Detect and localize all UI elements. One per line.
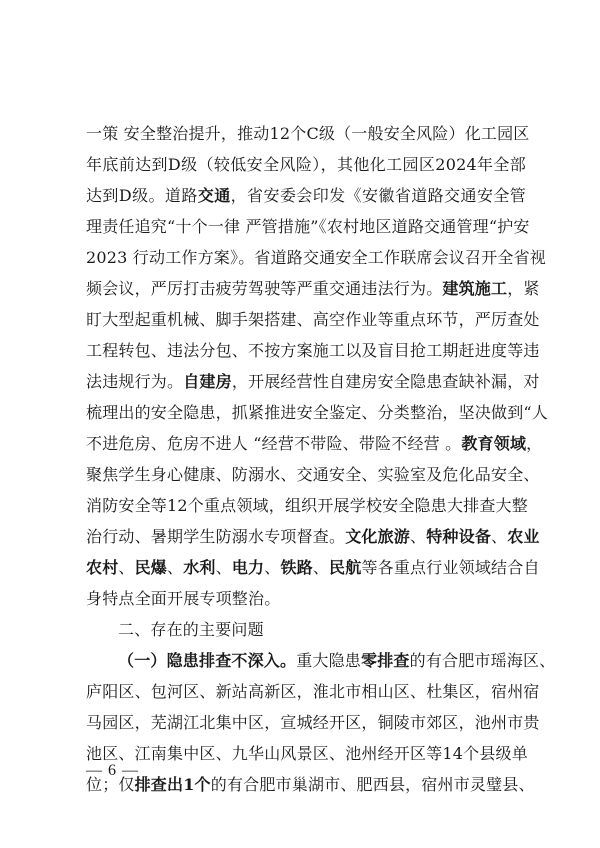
text-line <box>86 645 556 676</box>
text-line <box>86 707 540 738</box>
text-segment: 的有合肥市巢湖市、肥西县，宿州市灵璧县、 <box>210 775 535 794</box>
bold-text-segment: 交通 <box>197 186 231 205</box>
text-line <box>86 273 540 304</box>
bold-text-segment: 民爆 <box>134 558 168 577</box>
page-number: — 6 — <box>86 762 139 779</box>
text-segment: 梳理出的安全隐患，抓紧推进安全鉴定、分类整治，坚决做到“人 <box>86 403 548 422</box>
text-line <box>86 366 540 397</box>
bold-text-segment: 教育领域 <box>461 434 527 453</box>
text-segment: 频会议，严厉打击疲劳驾驶等严重交通违法行为。 <box>86 279 443 298</box>
text-segment: 达到D级。道路 <box>86 186 198 205</box>
bold-text-segment: 特种设备 <box>426 527 492 546</box>
text-segment: 盯大型起重机械、脚手架搭建、高空作业等重点环节，严厉查处 <box>86 310 540 329</box>
text-line <box>86 769 535 800</box>
text-line <box>86 211 530 242</box>
text-line <box>86 397 548 428</box>
bold-text-segment: 自建房 <box>183 372 232 391</box>
text-segment: 的有合肥市瑶海区、 <box>409 651 556 670</box>
text-segment: 、 <box>167 558 184 577</box>
bold-text-segment: 文化旅游 <box>345 527 411 546</box>
text-line <box>86 490 526 521</box>
bold-text-segment: 零排查 <box>361 651 410 670</box>
text-line <box>86 676 540 707</box>
text-line <box>86 242 547 273</box>
text-segment: 不进危房、危房不进人 “经营不带险、带险不经营 。 <box>86 434 462 453</box>
text-line <box>86 614 526 645</box>
text-segment: 法违规行为。 <box>86 372 184 391</box>
text-segment: 二、存在的主要问题 <box>118 620 264 639</box>
bold-text-segment: 排查出1个 <box>134 775 211 794</box>
bold-text-segment: 电力 <box>231 558 265 577</box>
text-segment: 位；仅 <box>86 775 135 794</box>
text-segment: 、 <box>410 527 427 546</box>
bold-text-segment: （一）隐患排查不深入。 <box>118 651 297 670</box>
text-segment: 一策 安全整治提升，推动12个C级（一般安全风险）化工园区 <box>86 124 530 143</box>
text-segment: 、 <box>264 558 281 577</box>
text-line <box>86 149 526 180</box>
text-segment: 等各重点行业领域结合自 <box>361 558 540 577</box>
text-segment: 工程转包、违法分包、不按方案施工以及盲目抢工期赶进度等违 <box>86 341 540 360</box>
bold-text-segment: 铁路 <box>280 558 313 577</box>
text-segment: 理责任追究“十个一律 严管措施”《农村地区道路交通管理“护安 <box>86 217 530 236</box>
bold-text-segment: 农业 <box>507 527 540 546</box>
text-segment: 、 <box>491 527 508 546</box>
text-line <box>86 180 526 211</box>
text-line <box>86 304 540 335</box>
text-line <box>86 428 543 459</box>
bold-text-segment: 民航 <box>329 558 362 577</box>
text-segment: 2023 行动工作方案》。省道路交通安全工作联席会议召开全省视 <box>86 248 547 267</box>
text-segment: 庐阳区、包河区、新站高新区，淮北市相山区、杜集区，宿州宿 <box>86 682 540 701</box>
text-segment: ，省安委会印发《安徽省道路交通安全管 <box>230 186 526 205</box>
bold-text-segment: 水利 <box>183 558 216 577</box>
text-segment: ，开展经营性自建房安全隐患查缺补漏，对 <box>231 372 540 391</box>
text-segment: 、 <box>118 558 135 577</box>
text-segment: 身特点全面开展专项整治。 <box>86 589 281 608</box>
bold-text-segment: 农村 <box>86 558 119 577</box>
text-segment: 重大隐患 <box>296 651 362 670</box>
text-line <box>86 521 540 552</box>
text-segment: ， <box>526 434 543 453</box>
text-segment: 、 <box>215 558 232 577</box>
text-line <box>86 118 530 149</box>
text-segment: 消防安全等12个重点领域，组织开展学校安全隐患大排查大整 <box>86 496 528 515</box>
text-line <box>86 335 540 366</box>
text-segment: 年底前达到D级（较低安全风险），其他化工园区2024年全部 <box>86 155 526 174</box>
text-segment: 聚焦学生身心健康、防溺水、交通安全、实验室及危化品安全、 <box>86 465 540 484</box>
text-line <box>86 738 526 769</box>
text-line <box>86 459 540 490</box>
text-segment: 治行动、暑期学生防溺水专项督查。 <box>86 527 346 546</box>
text-segment: 池区、江南集中区、九华山风景区、池州经开区等14个县级单 <box>86 744 528 763</box>
bold-text-segment: 建筑施工 <box>442 279 508 298</box>
text-line <box>86 583 526 614</box>
text-segment: 马园区，芜湖江北集中区，宣城经开区，铜陵市郊区，池州市贵 <box>86 713 540 732</box>
text-line <box>86 552 540 583</box>
text-segment: ，紧 <box>507 279 540 298</box>
text-segment: 、 <box>312 558 330 577</box>
body-text <box>86 118 556 800</box>
